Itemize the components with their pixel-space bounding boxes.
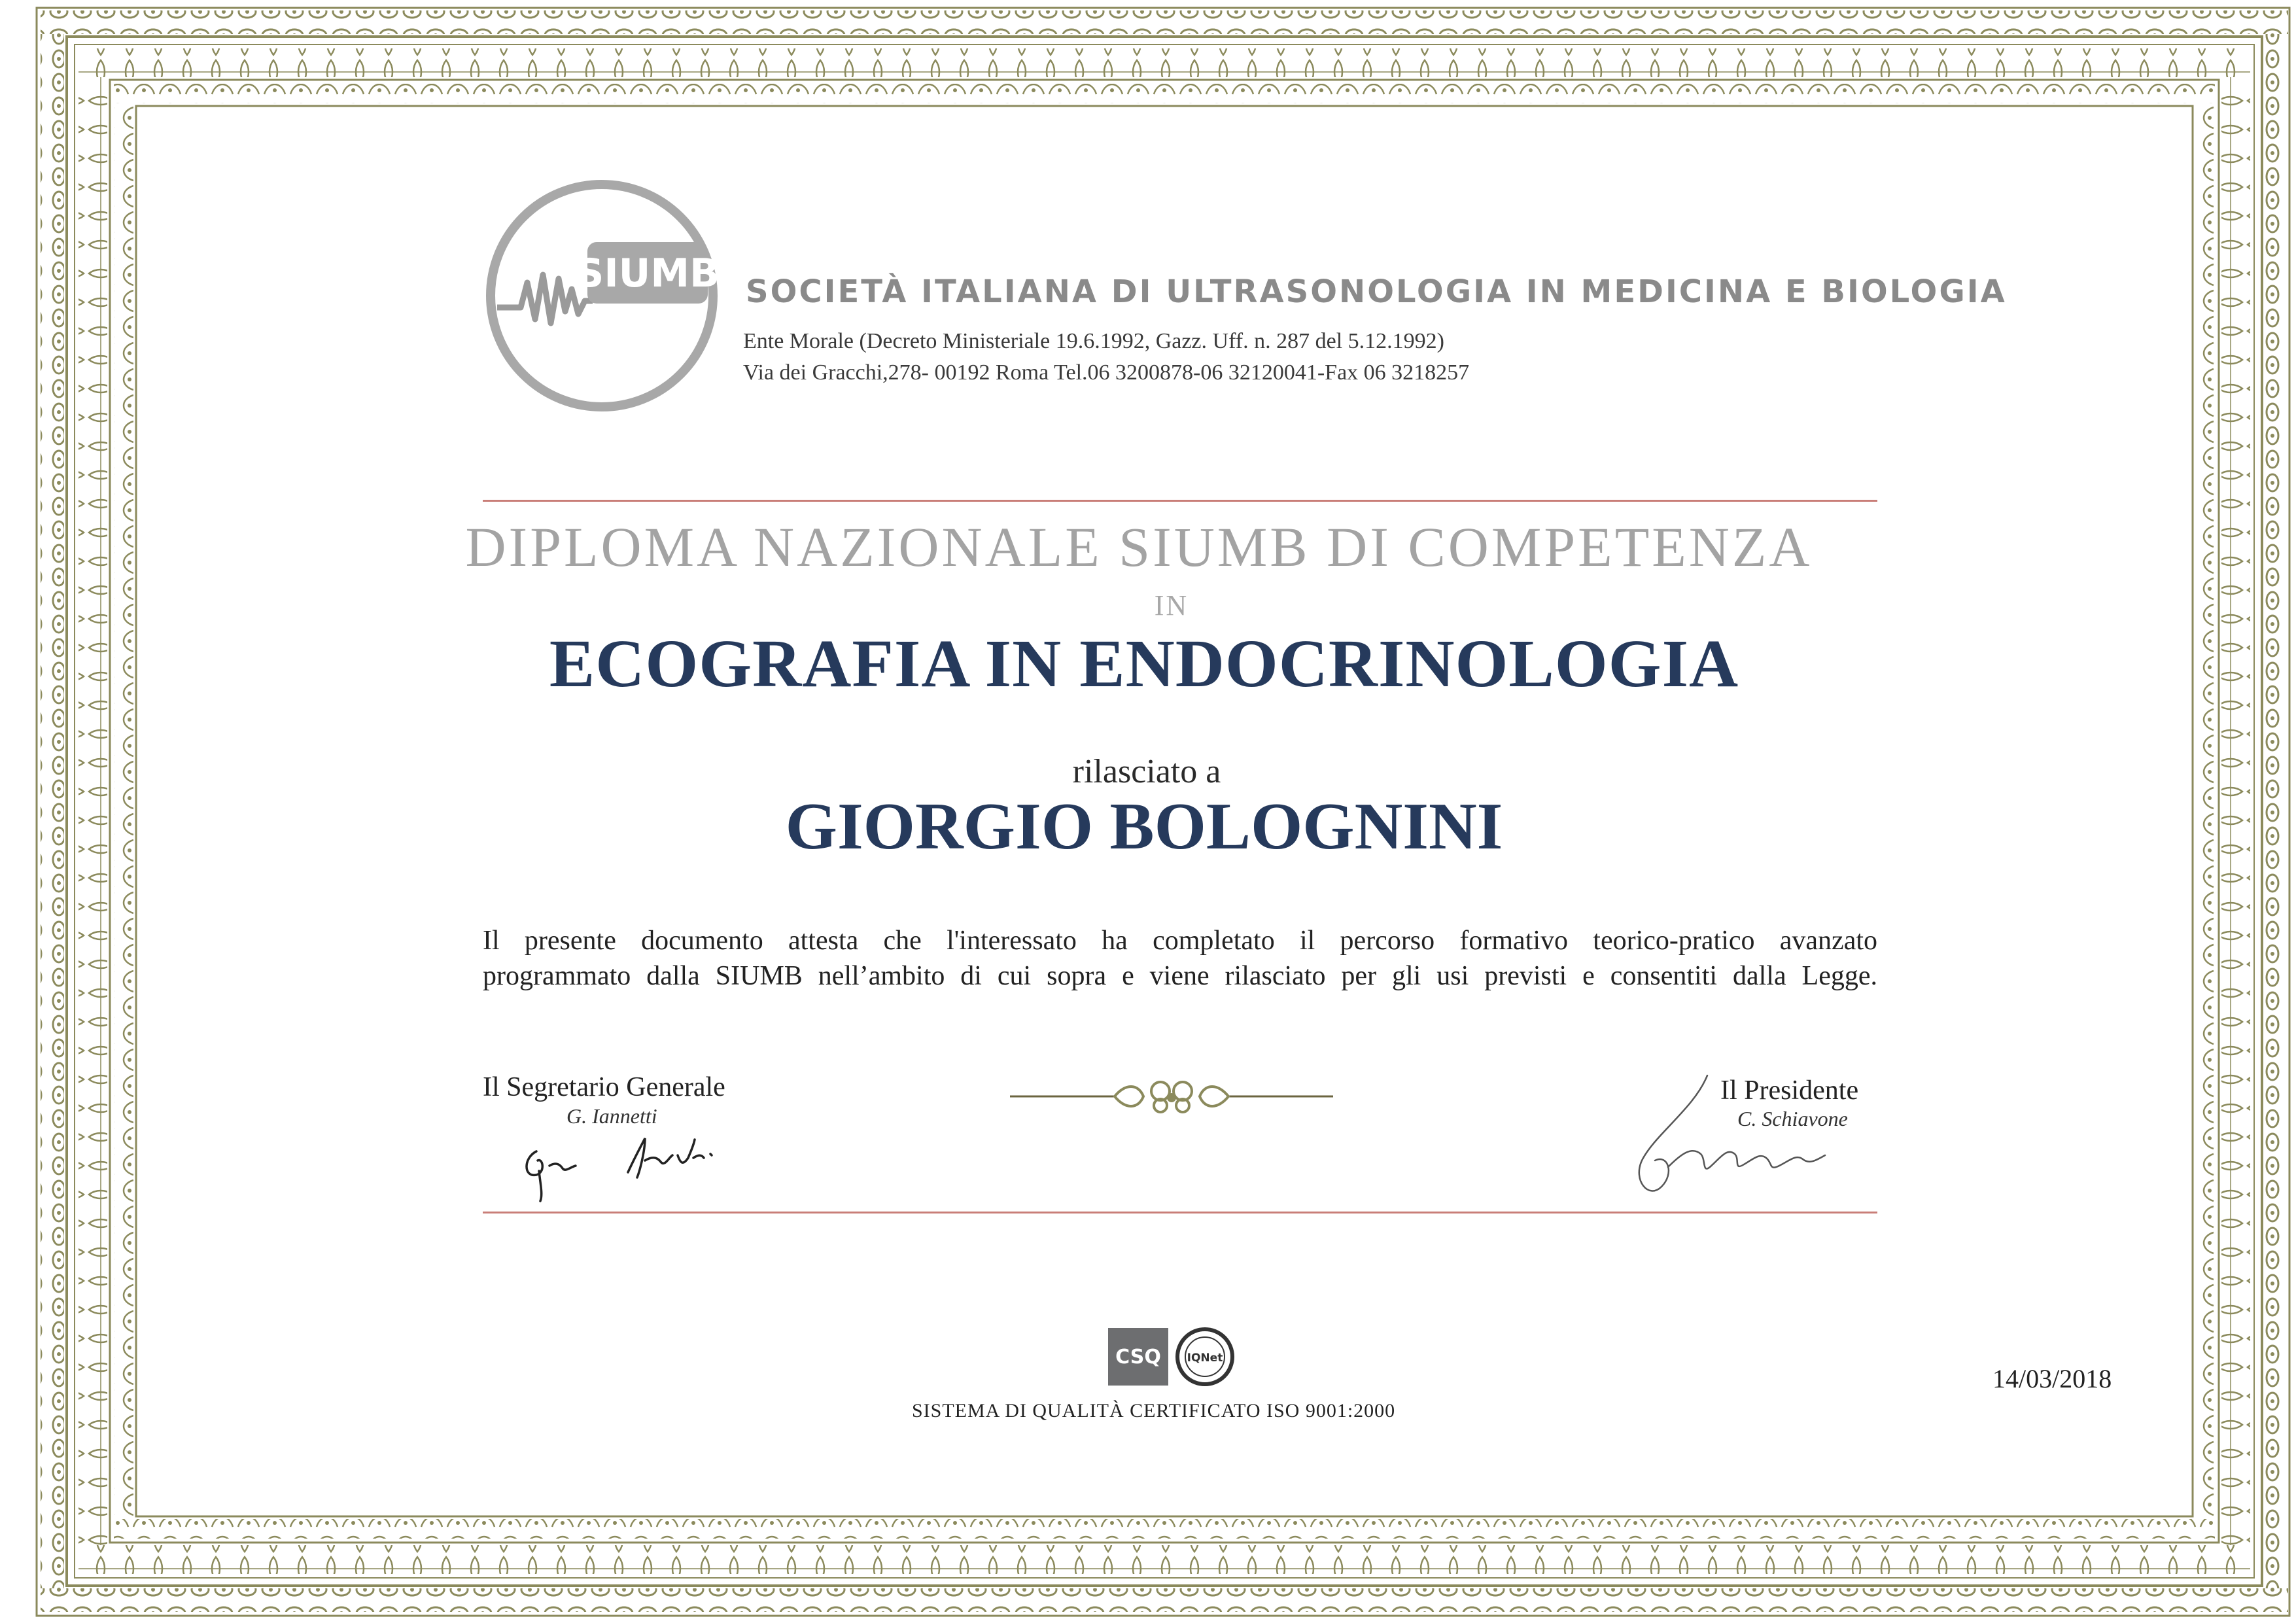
siumb-logo (483, 177, 721, 415)
president-name: C. Schiavone (1737, 1107, 1848, 1130)
center-ornament (1010, 1070, 1333, 1123)
secretary-title: Il Segretario Generale (483, 1072, 725, 1102)
diploma-in-word: IN (1154, 589, 1189, 621)
diploma-title: DIPLOMA NAZIONALE SIUMB DI COMPETENZA (465, 515, 1813, 578)
secretary-signature (517, 1132, 733, 1204)
secretary-name: G. Iannetti (566, 1104, 657, 1128)
issued-to-label: rilasciato a (1072, 753, 1221, 790)
recipient-name: GIORGIO BOLOGNINI (785, 790, 1503, 864)
organization-legal-line: Ente Morale (Decreto Ministeriale 19.6.1992, Gazz. Uff. n. 287 del 5.12.1992) (743, 329, 1444, 353)
body-text-line-1: Il presente documento attesta che l'interessato ha completato il percorso formativo teorico-pratico avanzato (483, 926, 1877, 956)
president-title: Il Presidente (1720, 1075, 1859, 1106)
diploma-subject: ECOGRAFIA IN ENDOCRINOLOGIA (549, 626, 1739, 701)
body-text-line-2: programmato dalla SIUMB nell’ambito di cui sopra e viene rilasciato per gli usi previsti e consentiti dalla Legge. (483, 961, 1877, 991)
issue-date: 14/03/2018 (1992, 1364, 2112, 1393)
bottom-divider (483, 1212, 1877, 1213)
organization-name: SOCIETÀ ITALIANA DI ULTRASONOLOGIA IN MEDICINA E BIOLOGIA (746, 273, 2007, 310)
top-divider (483, 500, 1877, 502)
logo-text: SIUMB (576, 251, 720, 296)
quality-certification-logos (1107, 1325, 1235, 1388)
organization-address-line: Via dei Gracchi,278- 00192 Roma Tel.06 3200878-06 32120041-Fax 06 3218257 (743, 360, 1470, 385)
iqnet-logo-text: IQNet (1187, 1352, 1223, 1365)
quality-certification-text: SISTEMA DI QUALITÀ CERTIFICATO ISO 9001:2000 (912, 1400, 1396, 1422)
csq-logo-text: CSQ (1115, 1346, 1161, 1369)
president-signature (1629, 1069, 1851, 1206)
